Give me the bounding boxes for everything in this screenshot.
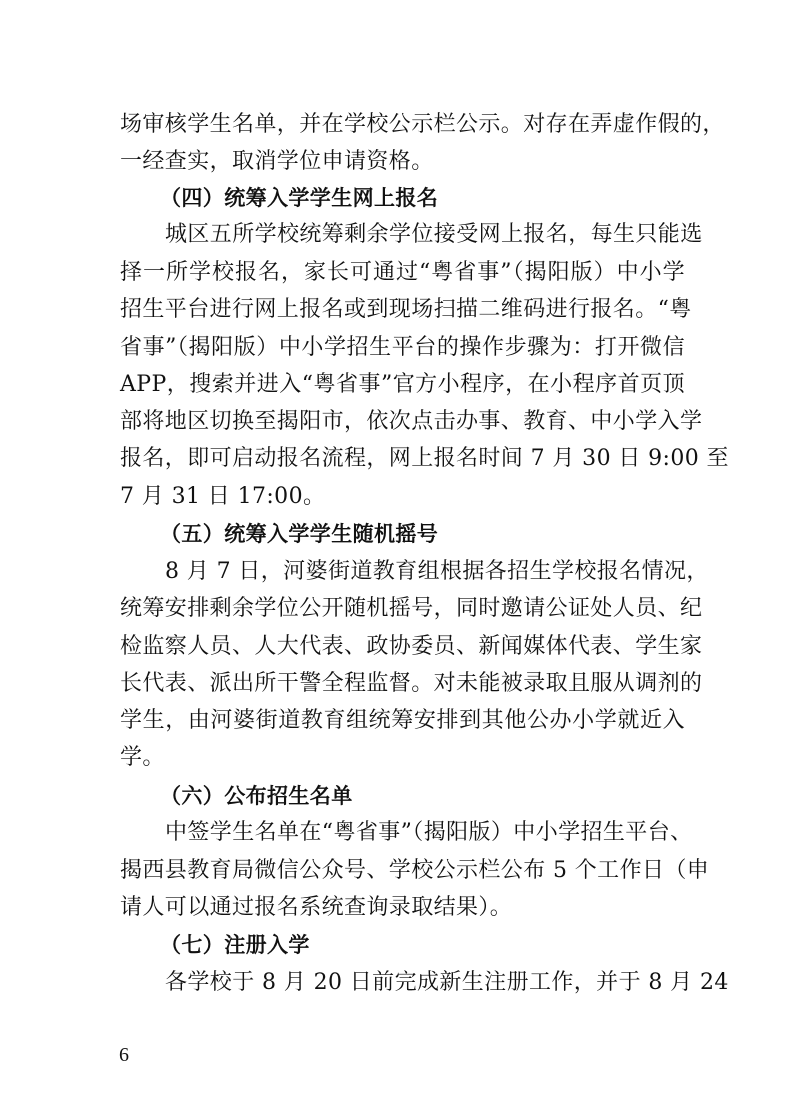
body-text-line: APP，搜索并进入“粤省事”官方小程序，在小程序首页顶 (120, 372, 685, 397)
section-heading: （五）统筹入学学生随机摇号 (160, 522, 439, 546)
body-text-line: 场审核学生名单，并在学校公示栏公示。对存在弄虚作假的， (120, 112, 725, 137)
body-text-line: 择一所学校报名，家长可通过“粤省事”（揭阳版）中小学 (120, 260, 685, 285)
body-text-line: 城区五所学校统筹剩余学位接受网上报名，每生只能选 (165, 222, 703, 247)
body-text-line: 一经查实，取消学位申请资格。 (120, 149, 434, 174)
body-text-line: 招生平台进行网上报名或到现场扫描二维码进行报名。“粤 (120, 297, 692, 322)
section-heading: （六）公布招生名单 (160, 784, 353, 808)
body-text-line: 请人可以通过报名系统查询录取结果）。 (120, 895, 513, 920)
section-heading: （七）注册入学 (160, 933, 310, 957)
body-text-line: 报名，即可启动报名流程，网上报名时间 7 月 30 日 9:00 至 (120, 446, 729, 471)
body-text-line: 各学校于 8 月 20 日前完成新生注册工作，并于 8 月 24 (165, 970, 729, 995)
body-text-line: 统筹安排剩余学位公开随机摇号，同时邀请公证处人员、纪 (120, 596, 703, 621)
page-number: 6 (119, 1044, 129, 1066)
body-text-line: 检监察人员、人大代表、政协委员、新闻媒体代表、学生家 (120, 634, 703, 659)
body-text-line: 长代表、派出所干警全程监督。对未能被录取且服从调剂的 (120, 671, 703, 696)
body-text-line: 7 月 31 日 17:00。 (120, 484, 326, 509)
section-heading: （四）统筹入学学生网上报名 (160, 186, 439, 210)
body-text-line: 揭西县教育局微信公众号、学校公示栏公布 5 个工作日（申 (120, 858, 710, 883)
body-text-line: 8 月 7 日，河婆街道教育组根据各招生学校报名情况， (165, 559, 709, 584)
body-text-line: 中签学生名单在“粤省事”（揭阳版）中小学招生平台、 (165, 820, 693, 845)
body-text-line: 省事”（揭阳版）中小学招生平台的操作步骤为：打开微信 (120, 335, 685, 360)
body-text-line: 部将地区切换至揭阳市，依次点击办事、教育、中小学入学 (120, 409, 703, 434)
body-text-line: 学生，由河婆街道教育组统筹安排到其他公办小学就近入 (120, 708, 685, 733)
body-text-line: 学。 (120, 745, 165, 770)
